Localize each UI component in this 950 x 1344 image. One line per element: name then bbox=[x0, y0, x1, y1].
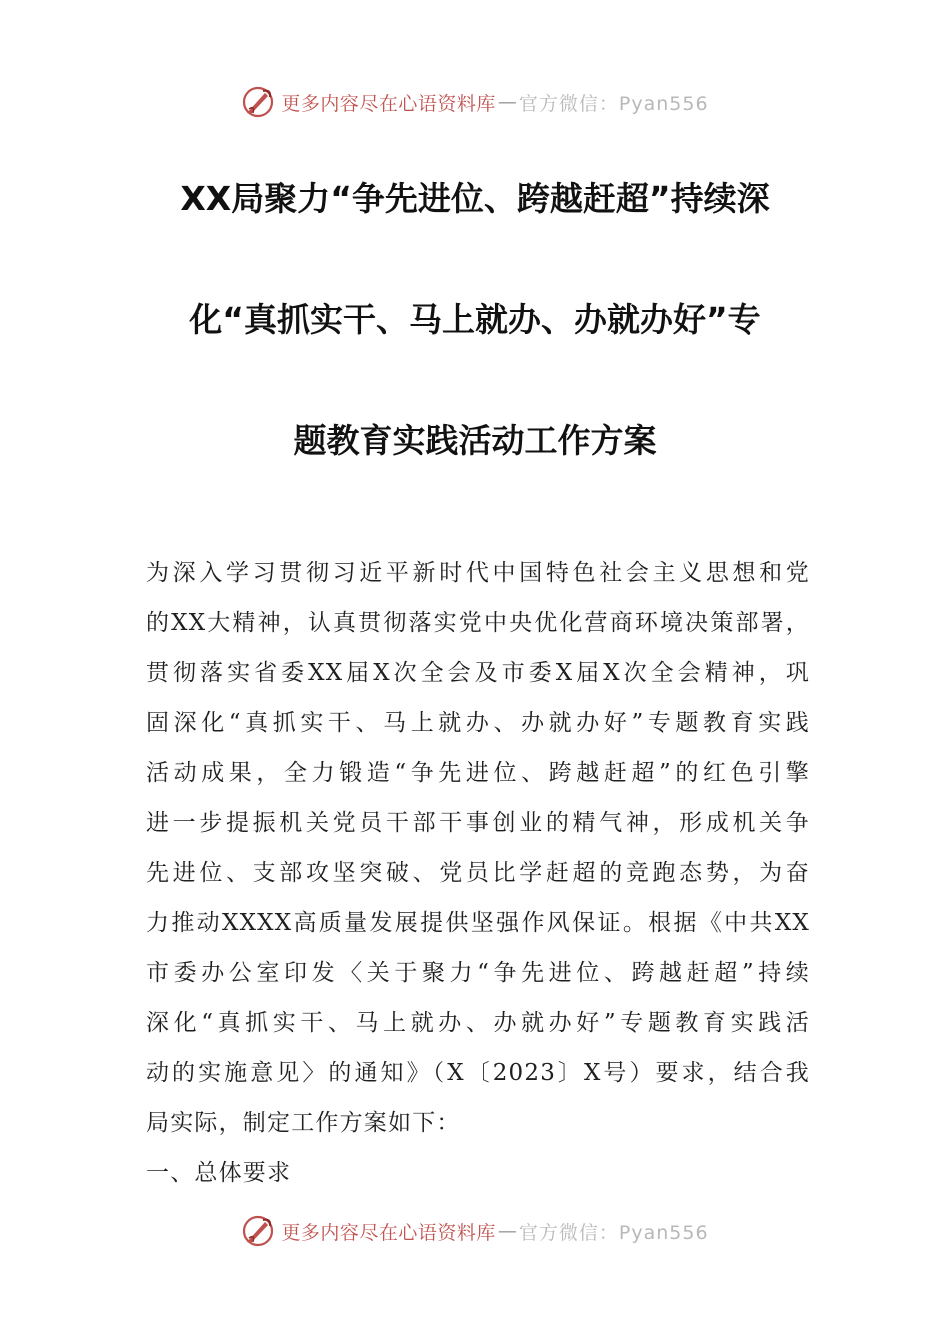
header-banner bbox=[0, 82, 950, 122]
banner-contact-text: 官方微信：Pyan556 bbox=[518, 1221, 709, 1244]
body-line: 动的实施意见〉的通知》（X〔2023〕X号）要求，结合我 bbox=[146, 1060, 810, 1086]
body-line: 贯彻落实省委XX届X次全会及市委X届X次全会精神，巩 bbox=[146, 660, 810, 686]
section-heading: 一、总体要求 bbox=[146, 1160, 292, 1186]
body-line: 市委办公室印发〈关于聚力“争先进位、跨越赶超”持续 bbox=[146, 960, 810, 986]
body-line: 局实际，制定工作方案如下： bbox=[146, 1110, 461, 1136]
body-line: 活动成果，全力锻造“争先进位、跨越赶超”的红色引擎 bbox=[146, 760, 810, 786]
quill-logo-icon bbox=[241, 85, 275, 119]
body-line: 深化“真抓实干、马上就办、办就办好”专题教育实践活 bbox=[146, 1010, 810, 1036]
body-line: 力推动XXXX高质量发展提供坚强作风保证。根据《中共XX bbox=[146, 910, 810, 936]
banner-brand-text: 更多内容尽在心语资料库 bbox=[281, 92, 496, 115]
body-line: 为深入学习贯彻习近平新时代中国特色社会主义思想和党 bbox=[146, 560, 810, 586]
banner-brand-text: 更多内容尽在心语资料库 bbox=[281, 1221, 496, 1244]
footer-banner bbox=[0, 1211, 950, 1251]
body-line: 固深化“真抓实干、马上就办、办就办好”专题教育实践 bbox=[146, 710, 810, 736]
document-title-line-2: 化“真抓实干、马上就办、办就办好”专 bbox=[189, 300, 761, 339]
document-title-line-3: 题教育实践活动工作方案 bbox=[293, 421, 657, 460]
banner-dash: — bbox=[497, 1220, 517, 1242]
quill-logo-icon bbox=[241, 1214, 275, 1248]
body-line: 先进位、支部攻坚突破、党员比学赶超的竞跑态势，为奋 bbox=[146, 860, 810, 886]
document-title-line-1: XX局聚力“争先进位、跨越赶超”持续深 bbox=[180, 179, 770, 218]
body-line: 的XX大精神，认真贯彻落实党中央优化营商环境决策部署， bbox=[146, 610, 810, 636]
body-line: 进一步提振机关党员干部干事创业的精气神，形成机关争 bbox=[146, 810, 810, 836]
banner-dash: — bbox=[497, 91, 517, 113]
document-body bbox=[146, 548, 810, 1198]
banner-contact-text: 官方微信：Pyan556 bbox=[518, 92, 709, 115]
